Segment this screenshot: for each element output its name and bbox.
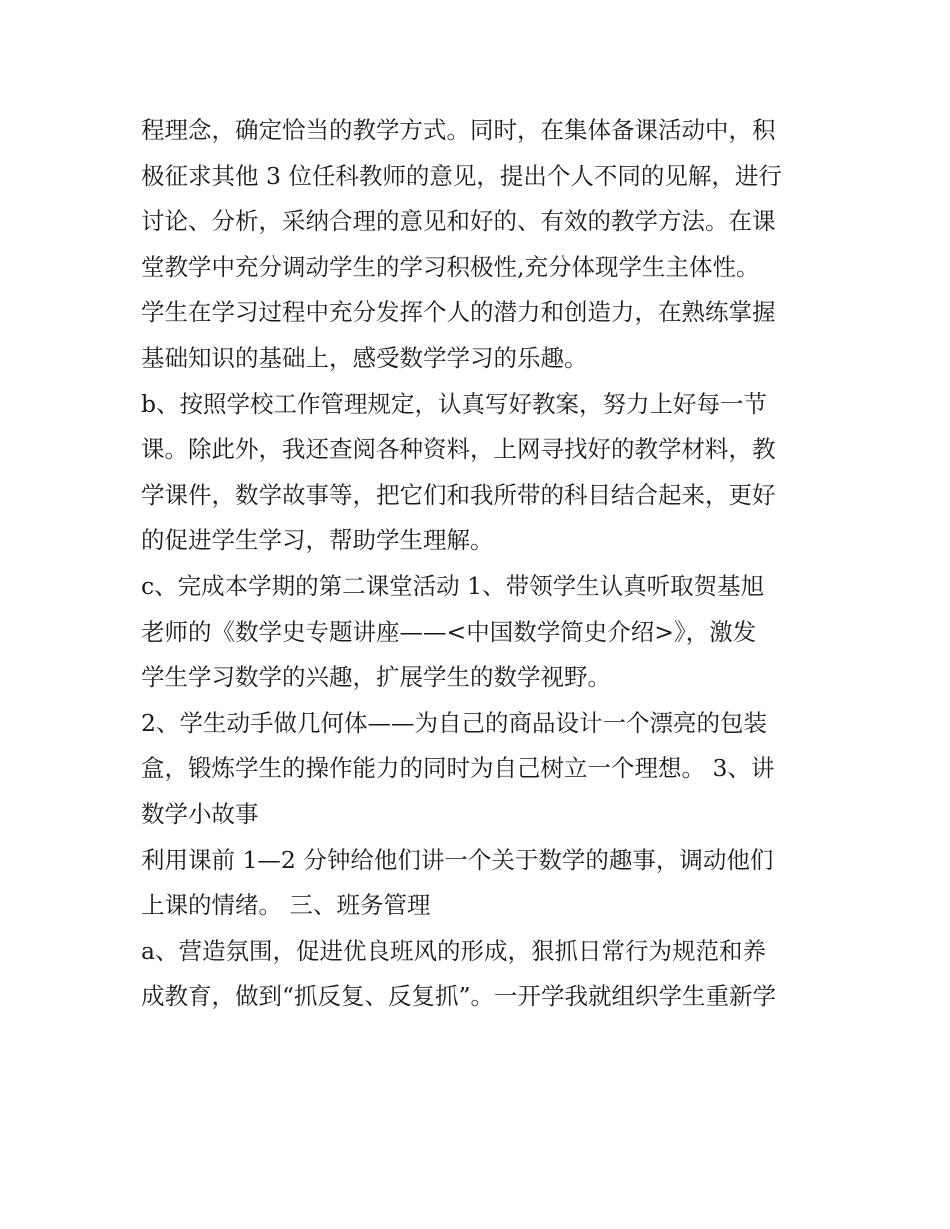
- text-line: 堂教学中充分调动学生的学习积极性,充分体现学生主体性。: [141, 252, 760, 281]
- text-line: 极征求其他 3 位任科教师的意见，提出个人不同的见解，进行: [141, 161, 782, 190]
- text-line: 课。除此外，我还查阅各种资料，上网寻找好的教学材料，教: [141, 435, 776, 464]
- text-line: 上课的情绪。 三、班务管理: [141, 891, 431, 920]
- text-line: 老师的《数学史专题讲座——<中国数学简史介绍>》，激发: [141, 617, 757, 646]
- text-line: 成教育，做到“抓反复、反复抓”。一开学我就组织学生重新学: [141, 982, 777, 1011]
- text-line: 利用课前 1—2 分钟给他们讲一个关于数学的趣事，调动他们: [141, 845, 774, 874]
- text-line: b、按照学校工作管理规定，认真写好教案，努力上好每一节: [141, 389, 768, 418]
- text-line: a、营造氛围，促进优良班风的形成，狠抓日常行为规范和养: [141, 936, 767, 965]
- text-line: 程理念，确定恰当的教学方式。同时，在集体备课活动中，积: [141, 116, 776, 144]
- text-line: 的促进学生学习，帮助学生理解。: [141, 526, 494, 555]
- text-line: c、完成本学期的第二课堂活动 1、带领学生认真听取贺基旭: [141, 571, 765, 600]
- text-line: 学课件，数学故事等，把它们和我所带的科目结合起来，更好: [141, 480, 776, 509]
- text-line: 2、学生动手做几何体——为自己的商品设计一个漂亮的包装: [141, 708, 767, 737]
- document-body: [141, 108, 831, 1020]
- text-line: 数学小故事: [141, 799, 259, 828]
- text-line: 学生学习数学的兴趣，扩展学生的数学视野。: [141, 663, 611, 692]
- text-line: 学生在学习过程中充分发挥个人的潜力和创造力，在熟练掌握: [141, 298, 776, 327]
- text-line: 盒，锻炼学生的操作能力的同时为自己树立一个理想。 3、讲: [141, 754, 775, 783]
- text-line: 基础知识的基础上，感受数学学习的乐趣。: [141, 343, 588, 372]
- text-line: 讨论、分析，采纳合理的意见和好的、有效的教学方法。在课: [141, 207, 776, 236]
